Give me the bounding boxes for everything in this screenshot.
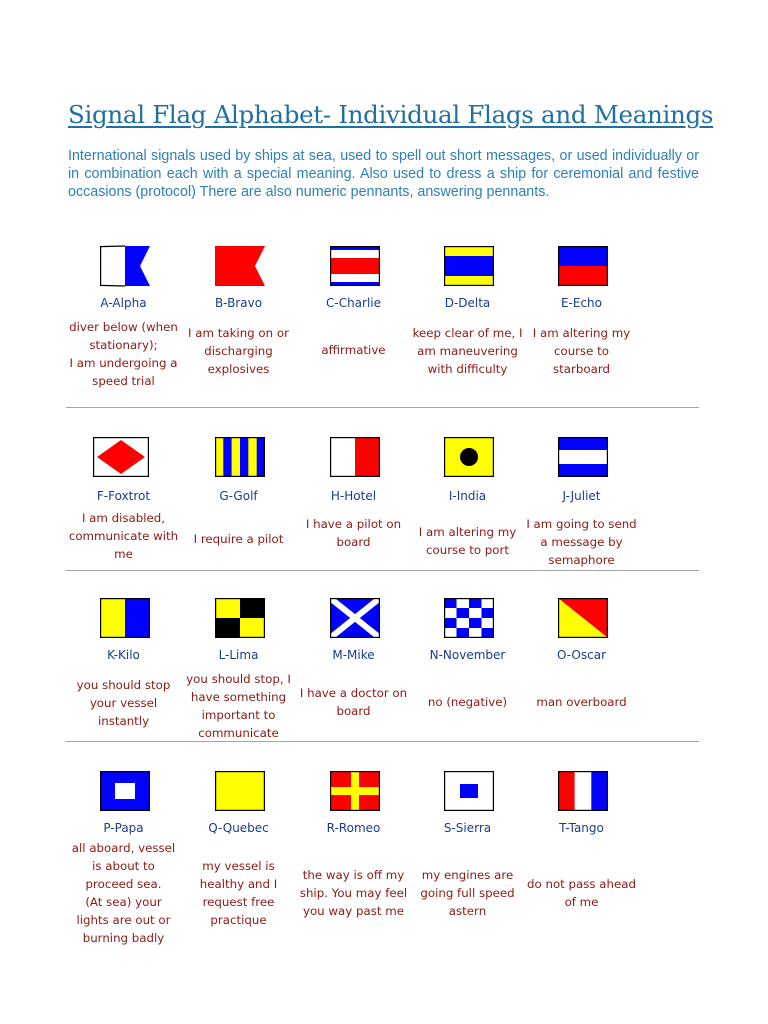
- flag-name: F-Foxtrot: [96, 489, 151, 503]
- foxtrot-flag-icon: [93, 437, 149, 477]
- flag-name: I-India: [448, 489, 487, 503]
- flag-meaning: I am taking on or discharging explosives: [188, 326, 289, 376]
- flag-name: E-Echo: [560, 296, 603, 310]
- charlie-flag-icon: [330, 246, 380, 286]
- flag-meaning: you should stop, I have something important to communicate: [186, 672, 291, 740]
- flag-meaning: the way is off my ship. You may feel you way past me: [299, 868, 408, 918]
- flag-name: J-Juliet: [562, 489, 601, 503]
- flag-meaning: keep clear of me, I am maneuvering with difficulty: [412, 326, 523, 376]
- page-title: Signal Flag Alphabet- Individual Flags and Meanings: [68, 100, 714, 129]
- kilo-flag-icon: [100, 598, 150, 638]
- flag-meaning: I am altering my course to starboard: [532, 326, 631, 376]
- flag-name: N-November: [429, 648, 506, 662]
- flag-meaning: diver below (when stationary); I am undergoing a speed trial: [69, 320, 178, 388]
- flag-meaning: I have a pilot on board: [305, 517, 402, 549]
- flag-name: D-Delta: [444, 296, 491, 310]
- flag-name: K-Kilo: [107, 648, 140, 662]
- flag-name: R-Romeo: [326, 821, 381, 835]
- flag-name: B-Bravo: [214, 296, 263, 310]
- flag-meaning: I require a pilot: [193, 532, 284, 546]
- intro-paragraph: International signals used by ships at sea, used to spell out short messages, or used individually or in combination each with a special meaning. Also used to dress a ship for ceremonial and festive occasions (protocol) There are also numeric pennants, answering pennants.: [68, 148, 699, 200]
- flag-row: [0, 771, 768, 945]
- echo-flag-icon: [558, 246, 608, 286]
- flag-row: [0, 437, 768, 597]
- flag-row: [0, 598, 768, 758]
- quebec-flag-icon: [215, 771, 265, 811]
- flag-meaning: I am altering my course to port: [418, 525, 517, 557]
- tango-flag-icon: [558, 771, 608, 811]
- flag-meaning: my engines are going full speed astern: [420, 868, 515, 918]
- november-flag-icon: [444, 598, 494, 638]
- flag-meaning: do not pass ahead of me: [527, 877, 636, 909]
- romeo-flag-icon: [330, 771, 380, 811]
- oscar-flag-icon: [558, 598, 608, 638]
- flag-meaning: you should stop your vessel instantly: [76, 678, 171, 728]
- flag-meaning: my vessel is healthy and I request free practique: [199, 859, 278, 927]
- row-divider: [66, 570, 699, 571]
- lima-flag-icon: [215, 598, 265, 638]
- flag-name: O-Oscar: [556, 648, 607, 662]
- hotel-flag-icon: [330, 437, 380, 477]
- flag-meaning: affirmative: [321, 343, 386, 357]
- flag-name: L-Lima: [218, 648, 259, 662]
- row-divider: [66, 741, 699, 742]
- flag-meaning: no (negative): [427, 695, 508, 709]
- mike-flag-icon: [330, 598, 380, 638]
- golf-flag-icon: [215, 437, 265, 477]
- alpha-flag-icon: [100, 246, 150, 286]
- delta-flag-icon: [444, 246, 494, 286]
- juliet-flag-icon: [558, 437, 608, 477]
- flag-name: M-Mike: [332, 648, 375, 662]
- flag-name: P-Papa: [103, 821, 144, 835]
- flag-row: [0, 246, 768, 406]
- sierra-flag-icon: [444, 771, 494, 811]
- flag-name: A-Alpha: [100, 296, 147, 310]
- flag-name: G-Golf: [219, 489, 258, 503]
- flag-name: H-Hotel: [330, 489, 377, 503]
- flag-name: C-Charlie: [325, 296, 382, 310]
- papa-flag-icon: [100, 771, 150, 811]
- flag-meaning: I have a doctor on board: [299, 686, 408, 718]
- flag-meaning: I am going to send a message by semaphore: [526, 517, 637, 567]
- flag-name: S-Sierra: [443, 821, 492, 835]
- flag-meaning: man overboard: [536, 695, 627, 709]
- row-divider: [66, 407, 699, 408]
- bravo-flag-icon: [215, 246, 265, 286]
- india-flag-icon: [444, 437, 494, 477]
- flag-meaning: I am disabled, communicate with me: [68, 511, 179, 561]
- flag-meaning: all aboard, vessel is about to proceed sea. (At sea) your lights are out or burning badly: [71, 841, 176, 945]
- flag-name: T-Tango: [559, 821, 604, 835]
- flag-name: Q-Quebec: [208, 821, 269, 835]
